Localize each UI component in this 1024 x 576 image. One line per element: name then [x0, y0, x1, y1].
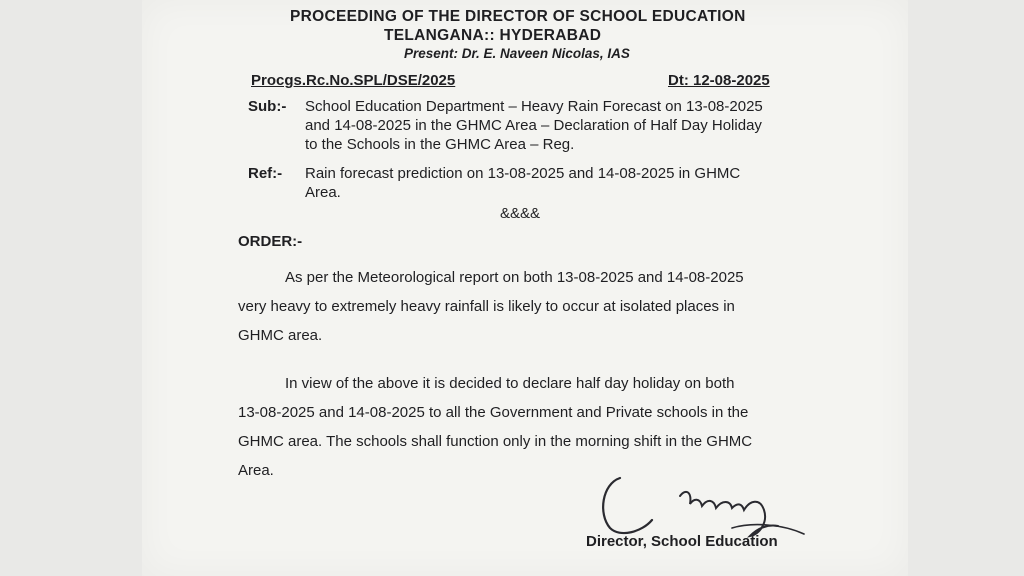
header-location: TELANGANA:: HYDERABAD	[384, 27, 602, 44]
reference-number: Procgs.Rc.No.SPL/DSE/2025	[251, 72, 456, 89]
signatory-title: Director, School Education	[586, 533, 778, 550]
order-para2-line: Area.	[238, 462, 274, 479]
order-para1-line: As per the Meteorological report on both 13-08-2025 and 14-08-2025	[285, 269, 744, 286]
document-page	[142, 0, 908, 576]
ref-line: Area.	[305, 184, 341, 201]
order-heading: ORDER:-	[238, 233, 303, 250]
reference-date: Dt: 12-08-2025	[668, 72, 770, 89]
subject-line: and 14-08-2025 in the GHMC Area – Declaration of Half Day Holiday	[305, 117, 762, 134]
subject-line: to the Schools in the GHMC Area – Reg.	[305, 136, 575, 153]
subject-label: Sub:-	[248, 98, 287, 115]
subject-line: School Education Department – Heavy Rain Forecast on 13-08-2025	[305, 98, 763, 115]
order-para2-line: 13-08-2025 and 14-08-2025 to all the Government and Private schools in the	[238, 404, 749, 421]
ref-label: Ref:-	[248, 165, 283, 182]
order-para2-line: GHMC area. The schools shall function only in the morning shift in the GHMC	[238, 433, 753, 450]
order-para1-line: very heavy to extremely heavy rainfall is likely to occur at isolated places in	[238, 298, 735, 315]
header-title: PROCEEDING OF THE DIRECTOR OF SCHOOL EDUCATION	[290, 8, 746, 25]
ref-line: Rain forecast prediction on 13-08-2025 and 14-08-2025 in GHMC	[305, 165, 741, 182]
present-line: Present: Dr. E. Naveen Nicolas, IAS	[404, 46, 630, 61]
order-para1-line: GHMC area.	[238, 327, 323, 344]
order-para2-line: In view of the above it is decided to declare half day holiday on both	[285, 375, 735, 392]
separator: &&&&	[500, 205, 541, 222]
